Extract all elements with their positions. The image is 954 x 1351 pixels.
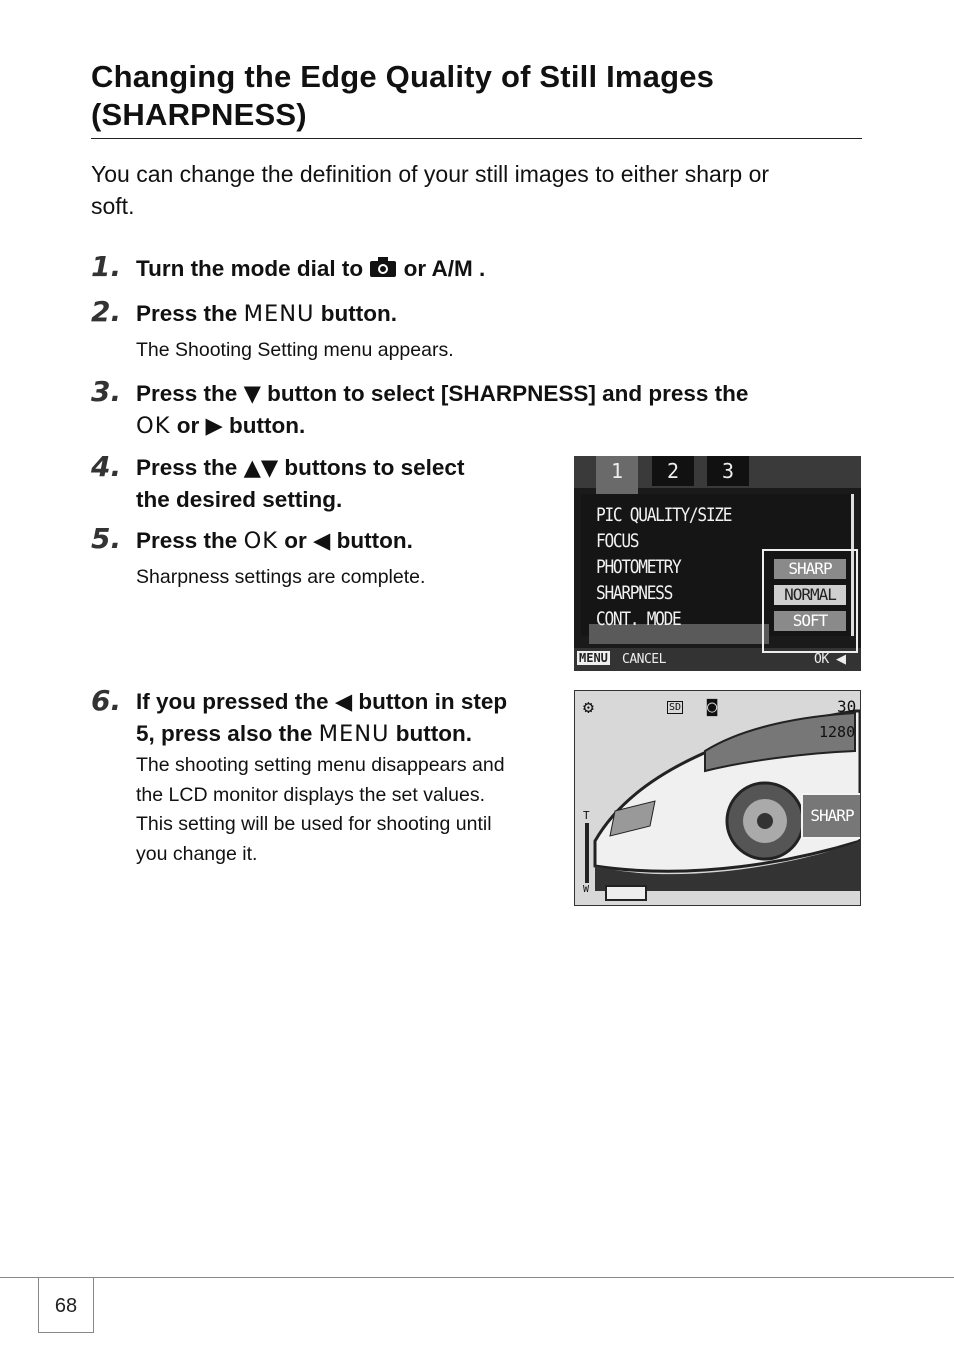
step-5-text-c: button.	[330, 528, 413, 553]
menu-tab-3: 3	[707, 456, 749, 486]
intro-line-2: soft.	[91, 193, 135, 219]
footer-rule	[0, 1277, 954, 1278]
step-5-text-a: Press the	[136, 528, 244, 553]
step-6-description	[136, 751, 505, 869]
step-6-line2-a: 5, press also the	[136, 721, 319, 746]
step-4-line2: the desired setting.	[136, 487, 343, 512]
step-2-text-b: button.	[314, 301, 397, 326]
footer-ok: OK	[814, 652, 829, 667]
sharpness-indicator: SHARP	[801, 793, 861, 839]
step-2-text-a: Press the	[136, 301, 244, 326]
left-arrow-icon: ◀	[313, 528, 331, 554]
step-5-text-b: or	[278, 528, 314, 553]
step-2-text	[136, 298, 397, 330]
menu-button-label: MENU	[318, 721, 390, 747]
zoom-bar	[585, 823, 589, 883]
zoom-tele-label: T	[583, 809, 590, 822]
page-number-box	[38, 1278, 94, 1333]
ok-button-label: OK	[243, 528, 279, 554]
step-4-line1-b: buttons to select	[278, 455, 465, 480]
menu-item-focus: FOCUS	[596, 530, 639, 552]
flash-icon: ⚙	[583, 697, 594, 718]
step-3-number: 3.	[91, 375, 122, 408]
battery-icon	[605, 885, 647, 901]
menu-tab-1: 1	[596, 456, 638, 498]
step-6-number: 6.	[91, 684, 122, 717]
step-4-text	[136, 452, 464, 515]
sharpness-options-box	[762, 549, 858, 653]
step-1-number: 1.	[91, 250, 122, 283]
step-5-text	[136, 525, 413, 557]
step-5-number: 5.	[91, 522, 122, 555]
camera-mode-icon: ◙	[707, 697, 718, 717]
page-title	[91, 58, 861, 134]
step-6-line1-b: button in step	[352, 689, 508, 714]
option-normal: NORMAL	[774, 585, 846, 605]
right-arrow-icon: ▶	[205, 413, 223, 439]
step-3-line1-a: Press the	[136, 381, 244, 406]
step-6-text	[136, 686, 507, 750]
intro-paragraph	[91, 158, 861, 222]
step-6-desc-line: you change it.	[136, 842, 258, 865]
intro-line-1: You can change the definition of your still images to either sharp or	[91, 161, 770, 187]
footer-menu-badge: MENU	[579, 651, 608, 665]
menu-tab-2: 2	[652, 456, 694, 486]
up-down-arrows-icon: ▲▼	[243, 455, 279, 481]
step-2-number: 2.	[91, 295, 122, 328]
step-4-line1-a: Press the	[136, 455, 244, 480]
footer-cancel: CANCEL	[622, 652, 666, 667]
step-1-text-a: Turn the mode dial to	[136, 256, 370, 281]
step-2-description: The Shooting Setting menu appears.	[136, 339, 454, 361]
step-6-desc-line: The shooting setting menu disappears and	[136, 754, 505, 776]
menu-button-label: MENU	[243, 301, 315, 327]
option-sharp: SHARP	[774, 559, 846, 579]
step-6-line2-b: button.	[389, 721, 472, 746]
ok-button-label: OK	[136, 413, 171, 439]
shots-remaining: 30	[837, 697, 857, 716]
step-4-number: 4.	[91, 450, 122, 483]
step-3-line2-c: button.	[222, 413, 306, 438]
footer-left-arrow-icon: ◀	[836, 652, 846, 667]
step-3-text	[136, 378, 748, 442]
title-line-1: Changing the Edge Quality of Still Images	[91, 59, 715, 94]
down-arrow-icon: ▼	[243, 381, 261, 407]
lcd-monitor-screen	[574, 690, 861, 906]
camera-icon	[369, 256, 397, 278]
option-soft: SOFT	[774, 611, 846, 631]
step-3-line2-b: or	[170, 413, 206, 438]
menu-item-sharpness: SHARPNESS	[596, 582, 673, 604]
step-6-desc-line: the LCD monitor displays the set values.	[136, 783, 486, 806]
title-line-2: (SHARPNESS)	[91, 97, 307, 132]
step-6-desc-line: This setting will be used for shooting until	[136, 813, 492, 835]
step-1-text-b: or A/M .	[397, 256, 486, 281]
menu-item-pic-quality: PIC QUALITY/SIZE	[596, 504, 732, 526]
title-rule	[91, 138, 862, 139]
menu-item-cont-mode: CONT. MODE	[596, 608, 681, 630]
left-arrow-icon: ◀	[334, 689, 353, 715]
step-1-text	[136, 253, 485, 284]
image-size: 1280	[819, 723, 856, 741]
step-6-line1-a: If you pressed the	[136, 689, 335, 714]
step-3-line1-b: button to select [SHARPNESS] and press the	[260, 381, 749, 406]
page-number: 68	[54, 1295, 78, 1317]
sd-card-icon: SD	[669, 702, 682, 713]
zoom-wide-label: W	[583, 884, 590, 895]
step-5-description: Sharpness settings are complete.	[136, 566, 426, 588]
menu-item-photometry: PHOTOMETRY	[596, 556, 681, 578]
